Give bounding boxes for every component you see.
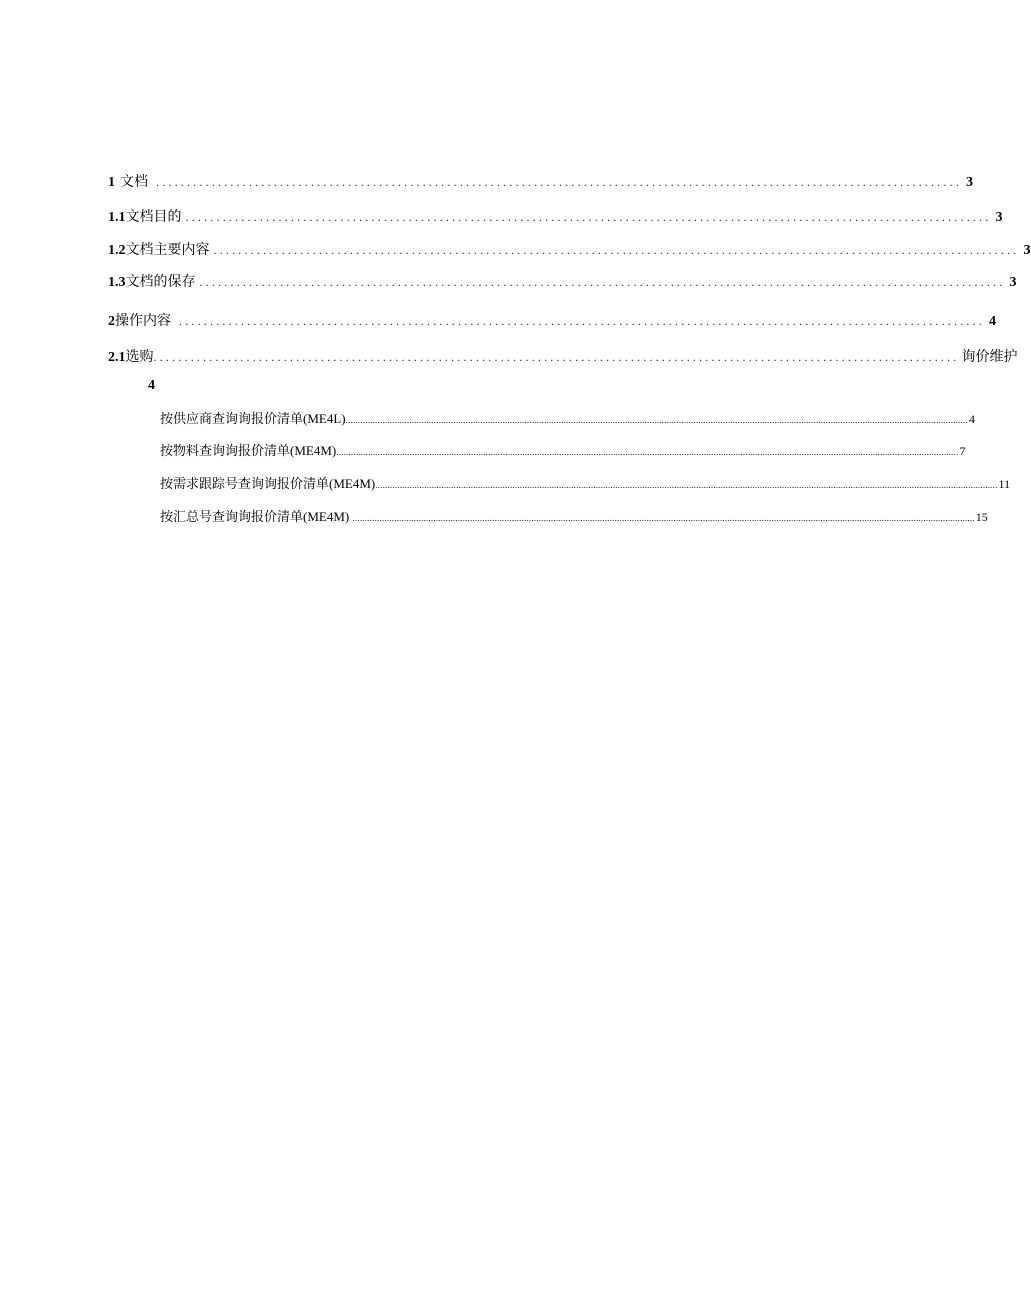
toc-subentry-title: 按需求跟踪号查询询报价清单	[160, 477, 330, 492]
toc-subentry-page: 15	[975, 510, 988, 524]
toc-entry-1-2[interactable]	[108, 239, 1031, 259]
toc-subentry[interactable]	[160, 506, 988, 525]
toc-entry-page: 3	[966, 175, 973, 190]
toc-entry-number: 1.3	[108, 275, 126, 290]
toc-entry-title: 文档目的	[125, 209, 182, 225]
toc-subentry-page: 4	[968, 412, 975, 426]
toc-subentry[interactable]	[160, 408, 975, 427]
toc-entry-title: 文档	[120, 174, 148, 190]
toc-leader-dots: ..................................................................................................................................	[213, 243, 1020, 257]
toc-entry-title: 选购	[125, 349, 154, 365]
toc-leader-dots: ..................................................................................................................................	[199, 275, 1006, 289]
toc-entry-title: 文档主要内容	[125, 242, 210, 258]
toc-subentry-code: (ME4M)	[303, 509, 353, 524]
toc-entry-page: 3	[1023, 243, 1031, 258]
toc-entry-1-3[interactable]	[108, 271, 1017, 291]
toc-entry-page: 4	[989, 314, 996, 329]
toc-entry-2[interactable]	[108, 310, 996, 330]
toc-leader-dots: ..................................................................................................................................	[156, 175, 962, 189]
toc-subentry[interactable]	[160, 473, 1011, 492]
toc-entry-number: 1.1	[108, 210, 126, 225]
toc-leader-dots: ..................................................................................................................................	[179, 314, 985, 328]
toc-subentry-code: (ME4L)	[303, 411, 346, 426]
toc-entry-page: 4	[148, 378, 155, 393]
toc-entry-page: 3	[1009, 275, 1017, 290]
toc-subentry-title: 按物料查询询报价清单	[160, 444, 291, 459]
toc-entry-1-1[interactable]	[108, 206, 1003, 226]
toc-leader-dots: ..............................................................................................................................................................................................................................................................	[345, 415, 968, 425]
toc-leader-dots: ..................................................................................................................................	[185, 210, 992, 224]
toc-entry-title-tail: 询价维护	[961, 349, 1018, 365]
toc-entry-title: 文档的保存	[125, 274, 196, 290]
toc-leader-dots: ..............................................................................................................................................................................................................................................................	[375, 480, 998, 490]
toc-subentry[interactable]	[160, 440, 966, 459]
toc-entry-title: 操作内容	[115, 313, 171, 329]
toc-leader-dots: ..............................................................................................................................................................................................................................................................	[352, 513, 975, 523]
toc-entry-number: 2	[108, 314, 115, 329]
toc-subentry-page: 7	[959, 444, 966, 458]
toc-subentry-code: (ME4M)	[329, 476, 376, 491]
toc-subentry-title: 按供应商查询询报价清单	[160, 412, 304, 427]
toc-entry-number: 1	[108, 175, 115, 190]
toc-leader-dots: ..............................................................................................................................................................................................................................................................	[336, 447, 959, 457]
toc-entry-1[interactable]	[108, 171, 973, 191]
toc-subentry-title: 按汇总号查询询报价清单	[160, 510, 304, 525]
toc-entry-number: 1.2	[108, 243, 126, 258]
toc-entry-page: 3	[995, 210, 1003, 225]
toc-subentry-code: (ME4M)	[290, 443, 337, 458]
toc-entry-2-1[interactable]	[108, 346, 1018, 366]
toc-leader-dots: ..................................................................................................................................	[153, 350, 960, 364]
toc-entry-number: 2.1	[108, 350, 126, 365]
toc-subentry-page: 11	[998, 477, 1011, 491]
